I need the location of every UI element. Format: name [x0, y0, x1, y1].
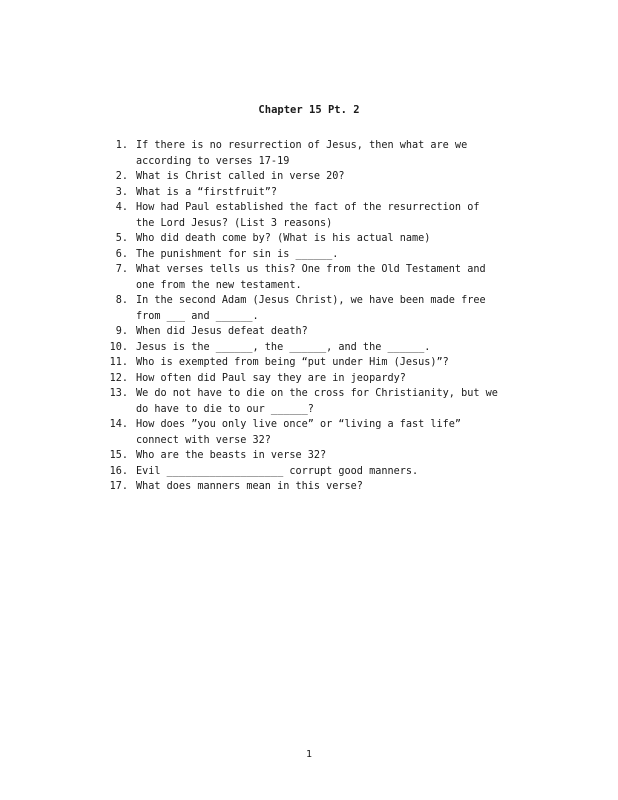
question-number: 5. — [115, 233, 128, 244]
question-number: 14. — [109, 419, 128, 430]
question-number: 17. — [109, 481, 128, 492]
question-number: 4. — [115, 202, 128, 213]
list-item — [108, 138, 508, 169]
question-text: Who did death come by? (What is his actual name) — [136, 233, 431, 244]
question-text: If there is no resurrection of Jesus, then what are we according to verses 17-19 — [136, 140, 468, 167]
question-text: When did Jesus defeat death? — [136, 326, 308, 337]
list-item — [108, 185, 508, 201]
list-item — [108, 371, 508, 387]
question-number: 10. — [109, 341, 128, 353]
question-text: Who is exempted from being “put under Him (Jesus)”? — [136, 357, 449, 368]
question-number: 7. — [115, 264, 128, 275]
list-item — [108, 169, 508, 185]
page-number: 1 — [305, 749, 313, 760]
question-number: 8. — [115, 295, 128, 306]
question-text: Jesus is the ______, the ______, and the ______. — [136, 341, 431, 353]
question-text: What is Christ called in verse 20? — [136, 171, 345, 182]
question-number: 2. — [115, 171, 128, 182]
list-item — [108, 479, 508, 495]
list-item — [108, 262, 508, 293]
question-number: 1. — [115, 140, 128, 151]
question-text: What verses tells us this? One from the Old Testament and one from the new testament. — [136, 264, 486, 291]
list-item — [108, 464, 508, 480]
question-text: In the second Adam (Jesus Christ), we have been made free from ___ and ______. — [136, 295, 486, 322]
question-text: What is a “firstfruit”? — [136, 186, 278, 198]
list-item — [108, 448, 508, 464]
question-text: We do not have to die on the cross for Christianity, but we do have to die to our ______? — [136, 388, 498, 415]
question-text: What does manners mean in this verse? — [136, 481, 363, 492]
question-number: 16. — [109, 465, 128, 477]
question-number: 13. — [109, 388, 128, 399]
list-item — [108, 417, 508, 448]
question-number: 15. — [109, 450, 128, 461]
question-text: How had Paul established the fact of the resurrection of the Lord Jesus? (List 3 reasons) — [136, 202, 480, 229]
question-text: How often did Paul say they are in jeopardy? — [136, 372, 406, 384]
question-text: The punishment for sin is ______. — [136, 248, 339, 260]
question-text: Evil ___________________ corrupt good manners. — [136, 465, 419, 477]
question-text: Who are the beasts in verse 32? — [136, 450, 327, 461]
question-number: 3. — [115, 186, 128, 198]
list-item — [108, 200, 508, 231]
question-number: 9. — [115, 326, 128, 337]
question-number: 6. — [115, 248, 128, 260]
question-number: 11. — [109, 357, 128, 368]
question-text: How does ”you only live once” or “living a fast life” connect with verse 32? — [136, 419, 462, 446]
question-list — [108, 138, 508, 495]
list-item — [108, 231, 508, 247]
list-item — [108, 340, 508, 356]
list-item — [108, 386, 508, 417]
list-item — [108, 247, 508, 263]
page-title: Chapter 15 Pt. 2 — [258, 104, 360, 116]
list-item — [108, 324, 508, 340]
question-number: 12. — [109, 372, 128, 384]
list-item — [108, 293, 508, 324]
list-item — [108, 355, 508, 371]
